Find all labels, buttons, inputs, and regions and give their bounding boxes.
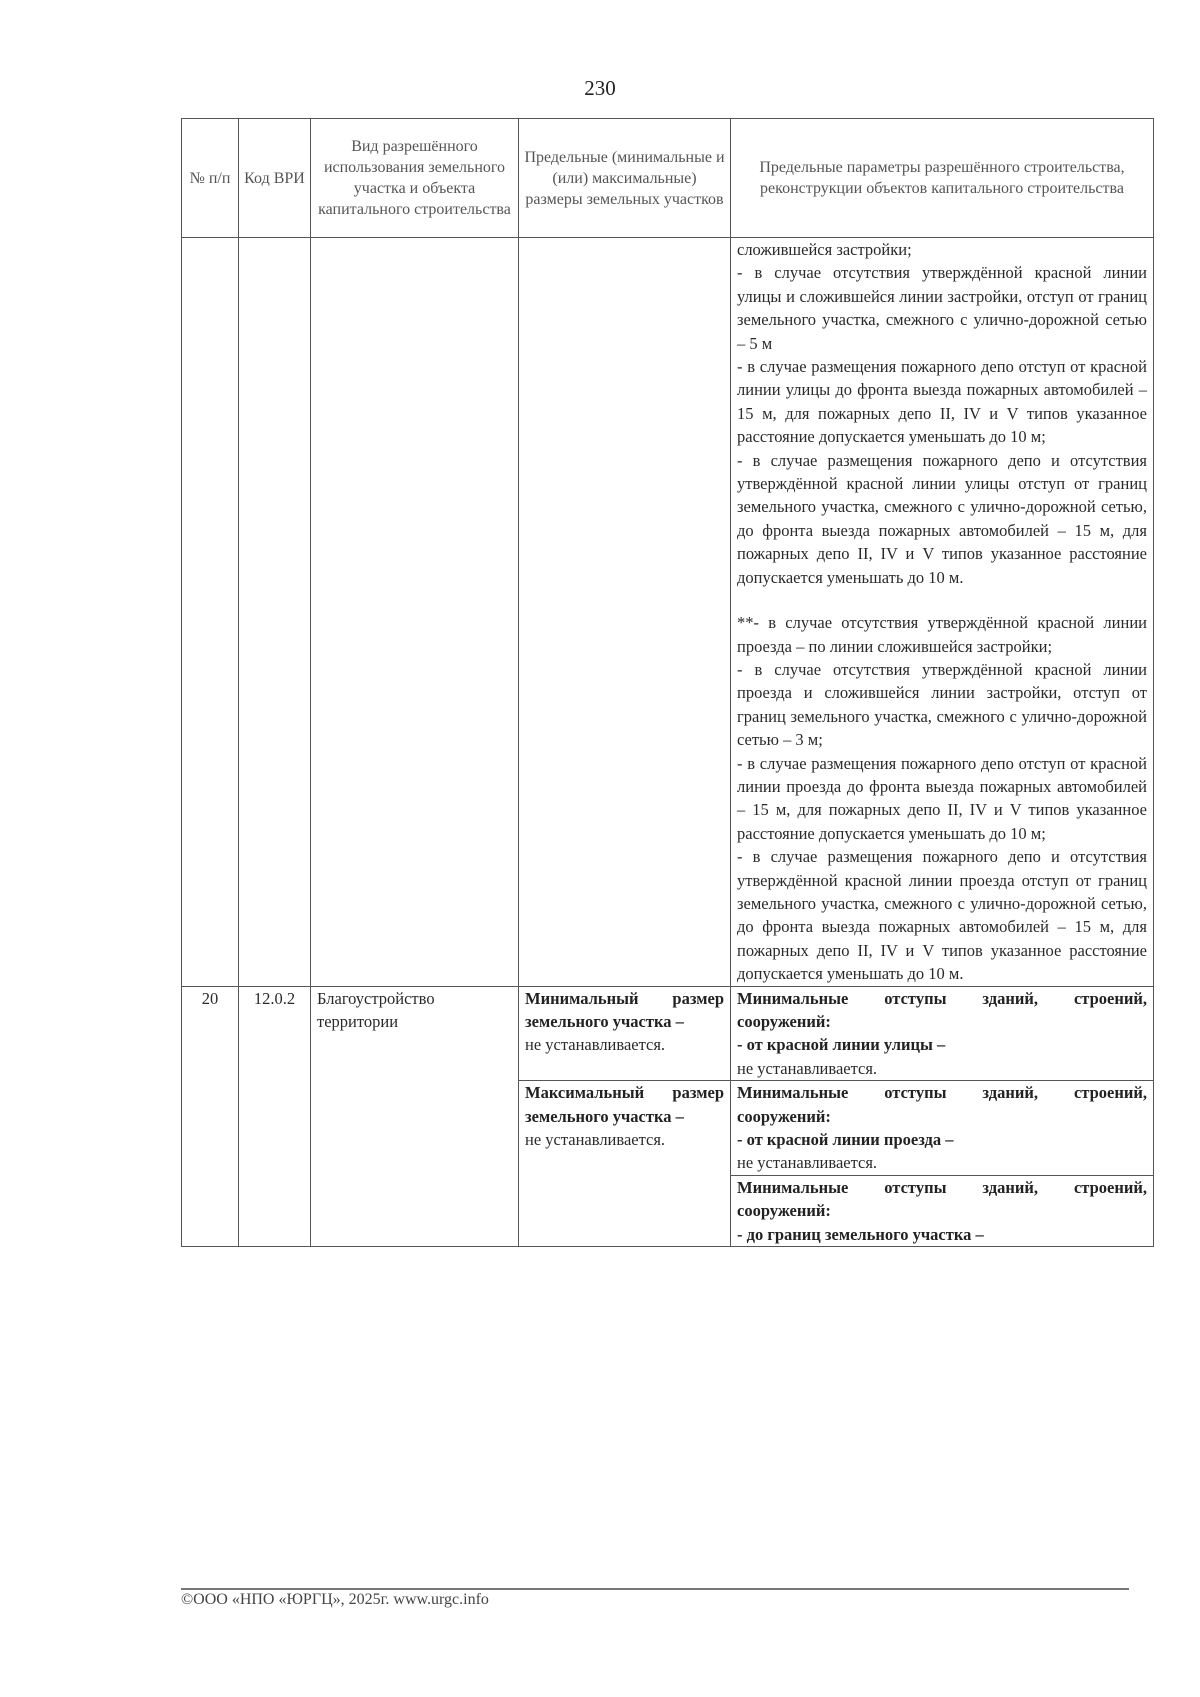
page-number: 230	[584, 76, 616, 100]
header-kind: Вид разрешённого использования земельного участка и объекта капитального строительства	[311, 119, 519, 238]
param-3-label: Минимальные отступы зданий, строений, сооружений:	[737, 1177, 1147, 1221]
footer-divider	[181, 1588, 1129, 1590]
param-line: сложившейся застройки;	[737, 240, 912, 259]
max-size-label: Максимальный размер земельного участка –	[525, 1083, 724, 1126]
param-line: **- в случае отсутствия утверждённой красной линии проезда – по линии сложившейся застройки;	[737, 613, 1147, 656]
param-2-label: Минимальные отступы зданий, строений, сооружений:	[737, 1083, 1147, 1126]
cell-param-3	[731, 1175, 1154, 1246]
footer-copyright: ©ООО «НПО «ЮРГЦ», 2025г. www.urgc.info	[181, 1591, 489, 1608]
cell-num: 20	[182, 986, 239, 1246]
param-line: - в случае размещения пожарного депо отступ от красной линии проезда до фронта выезда пожарных автомобилей – 15 м, для пожарных депо II, IV и V типов указанное расстояние допускается уменьшать до 10 м;	[737, 753, 1147, 843]
regulations-table	[181, 118, 1154, 1247]
cell-min-size	[519, 986, 731, 1081]
param-2-text: - от красной линии проезда –	[737, 1130, 954, 1150]
cell-sizes-empty	[519, 238, 731, 987]
cell-param-1	[731, 986, 1154, 1081]
cell-kind-empty	[311, 238, 519, 987]
param-1-value: не устанавливается.	[737, 1058, 878, 1078]
min-size-label: Минимальный размер земельного участка –	[525, 988, 724, 1031]
param-2-value: не устанавливается.	[737, 1153, 878, 1173]
table-header-row	[182, 119, 1154, 238]
cell-max-size	[519, 1081, 731, 1247]
spacer	[737, 589, 1147, 611]
header-params: Предельные параметры разрешённого строительства, реконструкции объектов капитального строительства	[731, 119, 1154, 238]
cell-param-2	[731, 1081, 1154, 1176]
param-line: - в случае отсутствия утверждённой красной линии улицы и сложившейся линии застройки, отступ от границ земельного участка, смежного с улично-дорожной сетью – 5 м	[737, 263, 1147, 353]
header-code: Код ВРИ	[239, 119, 311, 238]
param-line: - в случае размещения пожарного депо и отсутствия утверждённой красной линии проезда отступ от границ земельного участка, смежного с улично-дорожной сетью, до фронта выезда пожарных автомобилей – 15 м, для пожарных депо II, IV и V типов указанное расстояние допускается уменьшать до 10 м.	[737, 847, 1147, 984]
cell-kind: Благоустройство территории	[311, 986, 519, 1246]
param-3-text: - до границ земельного участка –	[737, 1224, 984, 1244]
cell-num-empty	[182, 238, 239, 987]
table-row	[182, 986, 1154, 1081]
table-row-continuation	[182, 238, 1154, 987]
param-line: - в случае размещения пожарного депо и отсутствия утверждённой красной линии улицы отступ от границ земельного участка, смежного с улично-дорожной сетью, до фронта выезда пожарных автомобилей – 15 м, для пожарных депо II, IV и V типов указанное расстояние допускается уменьшать до 10 м.	[737, 450, 1147, 587]
param-line: - в случае размещения пожарного депо отступ от красной линии улицы до фронта выезда пожарных автомобилей – 15 м, для пожарных депо II, IV и V типов указанное расстояние допускается уменьшать до 10 м;	[737, 357, 1147, 447]
header-sizes: Предельные (минимальные и (или) максимальные) размеры земельных участков	[519, 119, 731, 238]
param-1-text: - от красной линии улицы –	[737, 1035, 946, 1055]
max-size-value: не устанавливается.	[525, 1130, 666, 1150]
param-1-label: Минимальные отступы зданий, строений, сооружений:	[737, 988, 1147, 1031]
min-size-value: не устанавливается.	[525, 1035, 666, 1055]
header-num: № п/п	[182, 119, 239, 238]
param-line: - в случае отсутствия утверждённой красной линии проезда и сложившейся линии застройки, отступ от границ земельного участка, смежного с улично-дорожной сетью – 3 м;	[737, 659, 1147, 750]
cell-params-continuation	[731, 238, 1154, 987]
cell-code-empty	[239, 238, 311, 987]
cell-code: 12.0.2	[239, 986, 311, 1246]
